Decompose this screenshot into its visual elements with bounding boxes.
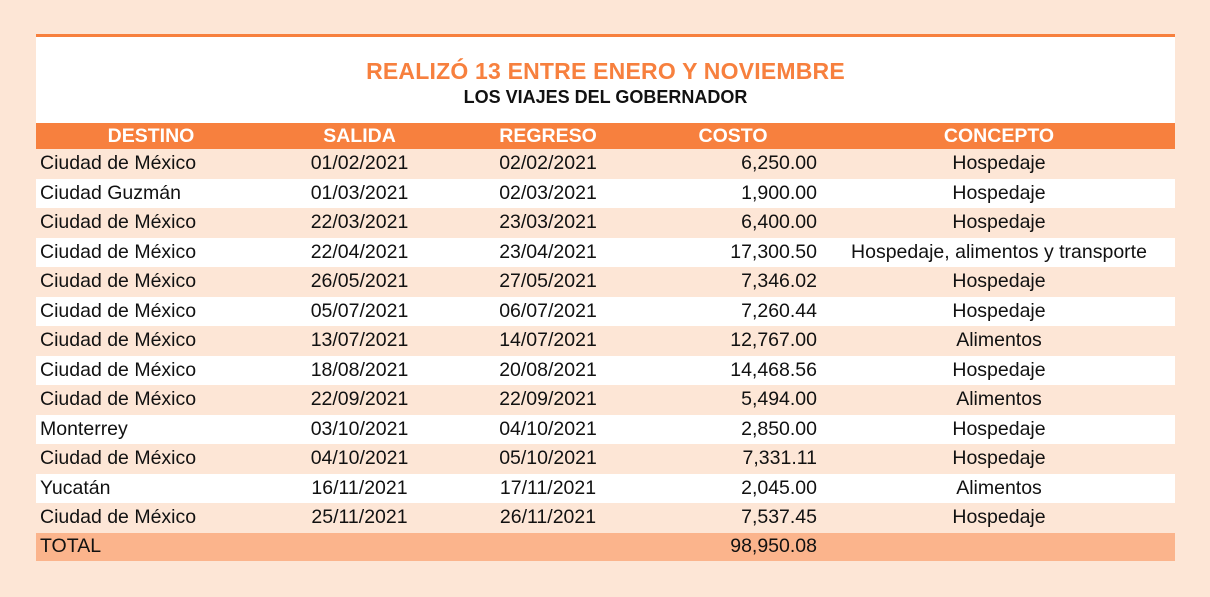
regreso-cell: 23/03/2021 (453, 208, 643, 238)
destino-cell: Ciudad de México (36, 503, 266, 533)
table-row (36, 297, 1175, 327)
table-row (36, 179, 1175, 209)
concepto-cell: Hospedaje (823, 208, 1175, 238)
header-costo: COSTO (643, 123, 823, 149)
total-empty-cell (453, 533, 643, 561)
regreso-cell: 17/11/2021 (453, 474, 643, 504)
header-row (36, 123, 1175, 149)
table-row (36, 503, 1175, 533)
total-row (36, 533, 1175, 561)
destino-cell: Ciudad de México (36, 326, 266, 356)
destino-cell: Ciudad de México (36, 385, 266, 415)
salida-cell: 22/04/2021 (266, 238, 453, 268)
destino-cell: Ciudad de México (36, 356, 266, 386)
salida-cell: 16/11/2021 (266, 474, 453, 504)
concepto-cell: Hospedaje, alimentos y transporte (823, 238, 1175, 268)
concepto-cell: Alimentos (823, 326, 1175, 356)
salida-cell: 01/03/2021 (266, 179, 453, 209)
table-row (36, 238, 1175, 268)
costo-cell: 7,346.02 (643, 267, 823, 297)
salida-cell: 22/03/2021 (266, 208, 453, 238)
total-empty-cell (266, 533, 453, 561)
costo-cell: 6,400.00 (643, 208, 823, 238)
salida-cell: 25/11/2021 (266, 503, 453, 533)
costo-cell: 2,045.00 (643, 474, 823, 504)
regreso-cell: 23/04/2021 (453, 238, 643, 268)
concepto-cell: Hospedaje (823, 415, 1175, 445)
regreso-cell: 06/07/2021 (453, 297, 643, 327)
destino-cell: Ciudad de México (36, 444, 266, 474)
total-empty-cell (823, 533, 1175, 561)
salida-cell: 22/09/2021 (266, 385, 453, 415)
salida-cell: 03/10/2021 (266, 415, 453, 445)
table-subtitle: LOS VIAJES DEL GOBERNADOR (463, 87, 748, 107)
table-row (36, 267, 1175, 297)
table-row (36, 149, 1175, 179)
header-regreso: REGRESO (453, 123, 643, 149)
total-label: TOTAL (36, 533, 266, 561)
header-destino: DESTINO (36, 123, 266, 149)
concepto-cell: Alimentos (823, 385, 1175, 415)
destino-cell: Ciudad de México (36, 297, 266, 327)
destino-cell: Monterrey (36, 415, 266, 445)
regreso-cell: 05/10/2021 (453, 444, 643, 474)
salida-cell: 01/02/2021 (266, 149, 453, 179)
table-row (36, 326, 1175, 356)
costo-cell: 14,468.56 (643, 356, 823, 386)
concepto-cell: Hospedaje (823, 444, 1175, 474)
destino-cell: Ciudad de México (36, 238, 266, 268)
salida-cell: 13/07/2021 (266, 326, 453, 356)
salida-cell: 18/08/2021 (266, 356, 453, 386)
concepto-cell: Hospedaje (823, 297, 1175, 327)
table-row (36, 474, 1175, 504)
regreso-cell: 02/02/2021 (453, 149, 643, 179)
costo-cell: 12,767.00 (643, 326, 823, 356)
regreso-cell: 22/09/2021 (453, 385, 643, 415)
concepto-cell: Alimentos (823, 474, 1175, 504)
costo-cell: 7,537.45 (643, 503, 823, 533)
costo-cell: 17,300.50 (643, 238, 823, 268)
salida-cell: 05/07/2021 (266, 297, 453, 327)
regreso-cell: 02/03/2021 (453, 179, 643, 209)
table-row (36, 356, 1175, 386)
trips-table-panel (36, 34, 1175, 561)
concepto-cell: Hospedaje (823, 179, 1175, 209)
top-rule (36, 34, 1175, 37)
salida-cell: 04/10/2021 (266, 444, 453, 474)
table-row (36, 444, 1175, 474)
concepto-cell: Hospedaje (823, 149, 1175, 179)
costo-cell: 5,494.00 (643, 385, 823, 415)
table-row (36, 208, 1175, 238)
table-title: REALIZÓ 13 ENTRE ENERO Y NOVIEMBRE (366, 58, 845, 84)
regreso-cell: 04/10/2021 (453, 415, 643, 445)
concepto-cell: Hospedaje (823, 267, 1175, 297)
regreso-cell: 27/05/2021 (453, 267, 643, 297)
destino-cell: Ciudad de México (36, 208, 266, 238)
regreso-cell: 14/07/2021 (453, 326, 643, 356)
total-value: 98,950.08 (643, 533, 823, 561)
concepto-cell: Hospedaje (823, 356, 1175, 386)
salida-cell: 26/05/2021 (266, 267, 453, 297)
destino-cell: Ciudad de México (36, 267, 266, 297)
trips-table (36, 123, 1175, 561)
destino-cell: Ciudad Guzmán (36, 179, 266, 209)
costo-cell: 2,850.00 (643, 415, 823, 445)
costo-cell: 1,900.00 (643, 179, 823, 209)
destino-cell: Yucatán (36, 474, 266, 504)
concepto-cell: Hospedaje (823, 503, 1175, 533)
costo-cell: 7,260.44 (643, 297, 823, 327)
regreso-cell: 20/08/2021 (453, 356, 643, 386)
table-row (36, 385, 1175, 415)
header-salida: SALIDA (266, 123, 453, 149)
destino-cell: Ciudad de México (36, 149, 266, 179)
regreso-cell: 26/11/2021 (453, 503, 643, 533)
header-concepto: CONCEPTO (823, 123, 1175, 149)
costo-cell: 6,250.00 (643, 149, 823, 179)
table-row (36, 415, 1175, 445)
costo-cell: 7,331.11 (643, 444, 823, 474)
